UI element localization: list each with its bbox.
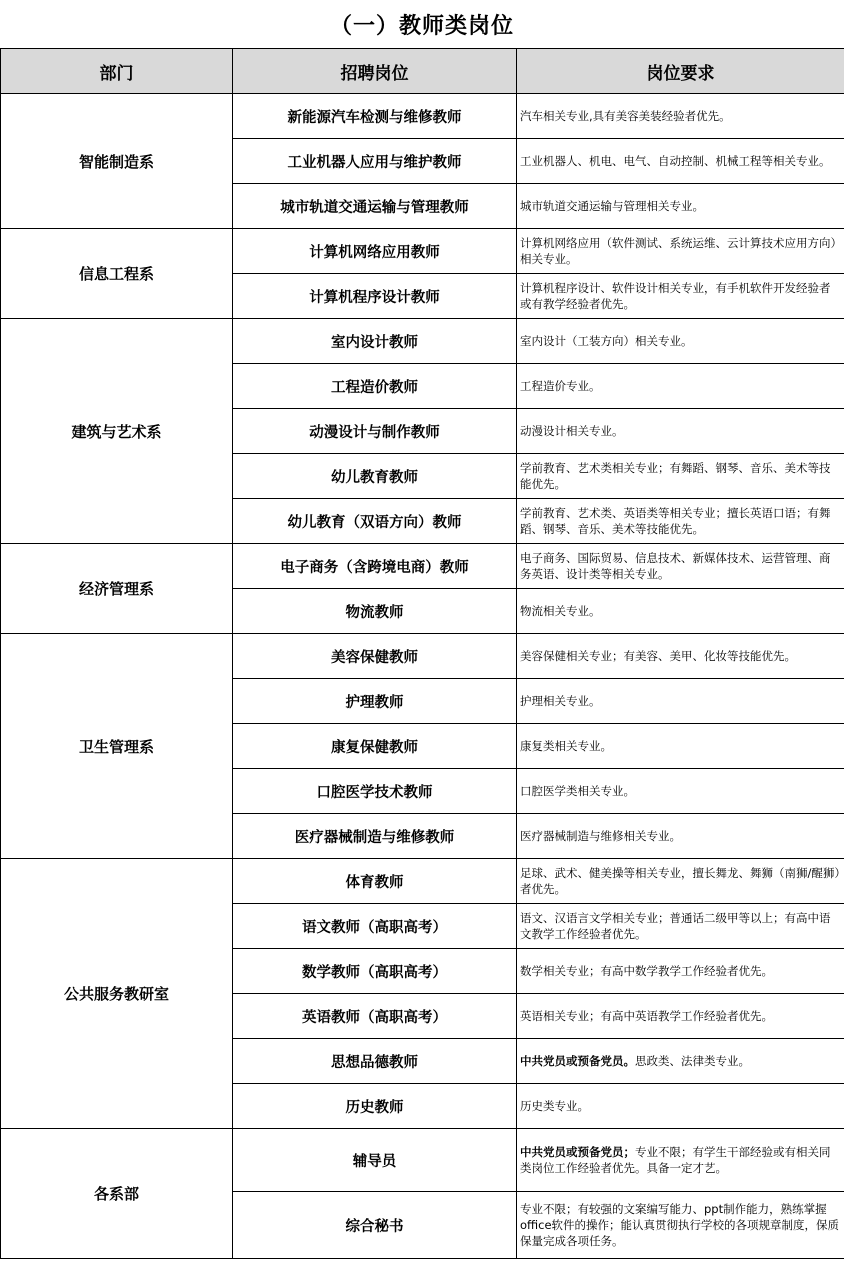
position-cell: 体育教师 <box>233 859 517 904</box>
position-cell: 幼儿教育（双语方向）教师 <box>233 499 517 544</box>
dept-cell: 信息工程系 <box>1 229 233 319</box>
requirement-emphasis: 中共党员或预备党员。 <box>520 1054 635 1068</box>
position-cell: 工业机器人应用与维护教师 <box>233 139 517 184</box>
requirement-cell: 电子商务、国际贸易、信息技术、新媒体技术、运营管理、商务英语、设计类等相关专业。 <box>517 544 844 589</box>
table-row <box>1 1129 844 1192</box>
requirement-emphasis: 中共党员或预备党员； <box>520 1145 635 1159</box>
requirement-cell: 学前教育、艺术类相关专业；有舞蹈、钢琴、音乐、美术等技能优先。 <box>517 454 844 499</box>
position-cell: 英语教师（高职高考） <box>233 994 517 1039</box>
header-dept: 部门 <box>1 49 233 94</box>
table-row <box>1 94 844 139</box>
table-row <box>1 634 844 679</box>
requirement-cell: 工程造价专业。 <box>517 364 844 409</box>
position-cell: 历史教师 <box>233 1084 517 1129</box>
dept-cell: 公共服务教研室 <box>1 859 233 1129</box>
position-cell: 数学教师（高职高考） <box>233 949 517 994</box>
table-row <box>1 859 844 904</box>
requirement-cell: 动漫设计相关专业。 <box>517 409 844 454</box>
requirement-cell: 计算机程序设计、软件设计相关专业，有手机软件开发经验者或有教学经验者优先。 <box>517 274 844 319</box>
position-cell: 康复保健教师 <box>233 724 517 769</box>
requirement-cell: 工业机器人、机电、电气、自动控制、机械工程等相关专业。 <box>517 139 844 184</box>
dept-cell: 建筑与艺术系 <box>1 319 233 544</box>
position-cell: 语文教师（高职高考） <box>233 904 517 949</box>
requirement-cell: 物流相关专业。 <box>517 589 844 634</box>
position-cell: 电子商务（含跨境电商）教师 <box>233 544 517 589</box>
requirement-cell: 历史类专业。 <box>517 1084 844 1129</box>
position-cell: 室内设计教师 <box>233 319 517 364</box>
position-cell: 辅导员 <box>233 1129 517 1192</box>
position-cell: 医疗器械制造与维修教师 <box>233 814 517 859</box>
requirement-cell: 汽车相关专业,具有美容美装经验者优先。 <box>517 94 844 139</box>
position-cell: 计算机网络应用教师 <box>233 229 517 274</box>
requirement-cell: 口腔医学类相关专业。 <box>517 769 844 814</box>
requirement-cell: 专业不限；有较强的文案编写能力、ppt制作能力，熟练掌握office软件的操作；能认真贯彻执行学校的各项规章制度，保质保量完成各项任务。 <box>517 1192 844 1259</box>
requirement-cell: 计算机网络应用（软件测试、系统运维、云计算技术应用方向）相关专业。 <box>517 229 844 274</box>
dept-cell: 智能制造系 <box>1 94 233 229</box>
requirement-cell: 数学相关专业；有高中数学教学工作经验者优先。 <box>517 949 844 994</box>
position-cell: 综合秘书 <box>233 1192 517 1259</box>
header-requirement: 岗位要求 <box>517 49 844 94</box>
table-row <box>1 229 844 274</box>
dept-cell: 经济管理系 <box>1 544 233 634</box>
requirement-cell: 室内设计（工装方向）相关专业。 <box>517 319 844 364</box>
recruitment-table <box>0 48 844 1259</box>
position-cell: 幼儿教育教师 <box>233 454 517 499</box>
requirement-cell: 英语相关专业；有高中英语教学工作经验者优先。 <box>517 994 844 1039</box>
requirement-cell: 足球、武术、健美操等相关专业，擅长舞龙、舞狮（南狮/醒狮）者优先。 <box>517 859 844 904</box>
dept-cell: 各系部 <box>1 1129 233 1259</box>
page-title: （一）教师类岗位 <box>329 13 514 39</box>
position-cell: 新能源汽车检测与维修教师 <box>233 94 517 139</box>
requirement-cell: 学前教育、艺术类、英语类等相关专业；擅长英语口语；有舞蹈、钢琴、音乐、美术等技能优先。 <box>517 499 844 544</box>
table-row <box>1 319 844 364</box>
position-cell: 物流教师 <box>233 589 517 634</box>
position-cell: 思想品德教师 <box>233 1039 517 1084</box>
position-cell: 护理教师 <box>233 679 517 724</box>
table-row <box>1 544 844 589</box>
requirement-cell: 康复类相关专业。 <box>517 724 844 769</box>
requirement-text: 专业不限；有学生干部经验或有相关同类岗位工作经验者优先。具备一定才艺。 <box>520 1145 831 1175</box>
requirement-cell: 医疗器械制造与维修相关专业。 <box>517 814 844 859</box>
requirement-cell: 语文、汉语言文学相关专业；普通话二级甲等以上；有高中语文教学工作经验者优先。 <box>517 904 844 949</box>
requirement-cell: 城市轨道交通运输与管理相关专业。 <box>517 184 844 229</box>
position-cell: 计算机程序设计教师 <box>233 274 517 319</box>
requirement-text: 思政类、法律类专业。 <box>635 1054 750 1068</box>
position-cell: 城市轨道交通运输与管理教师 <box>233 184 517 229</box>
requirement-cell <box>517 1039 844 1084</box>
requirement-cell: 护理相关专业。 <box>517 679 844 724</box>
requirement-cell: 美容保健相关专业；有美容、美甲、化妆等技能优先。 <box>517 634 844 679</box>
requirement-cell <box>517 1129 844 1192</box>
header-position: 招聘岗位 <box>233 49 517 94</box>
table-header-row <box>1 49 844 94</box>
position-cell: 工程造价教师 <box>233 364 517 409</box>
dept-cell: 卫生管理系 <box>1 634 233 859</box>
position-cell: 美容保健教师 <box>233 634 517 679</box>
position-cell: 动漫设计与制作教师 <box>233 409 517 454</box>
position-cell: 口腔医学技术教师 <box>233 769 517 814</box>
